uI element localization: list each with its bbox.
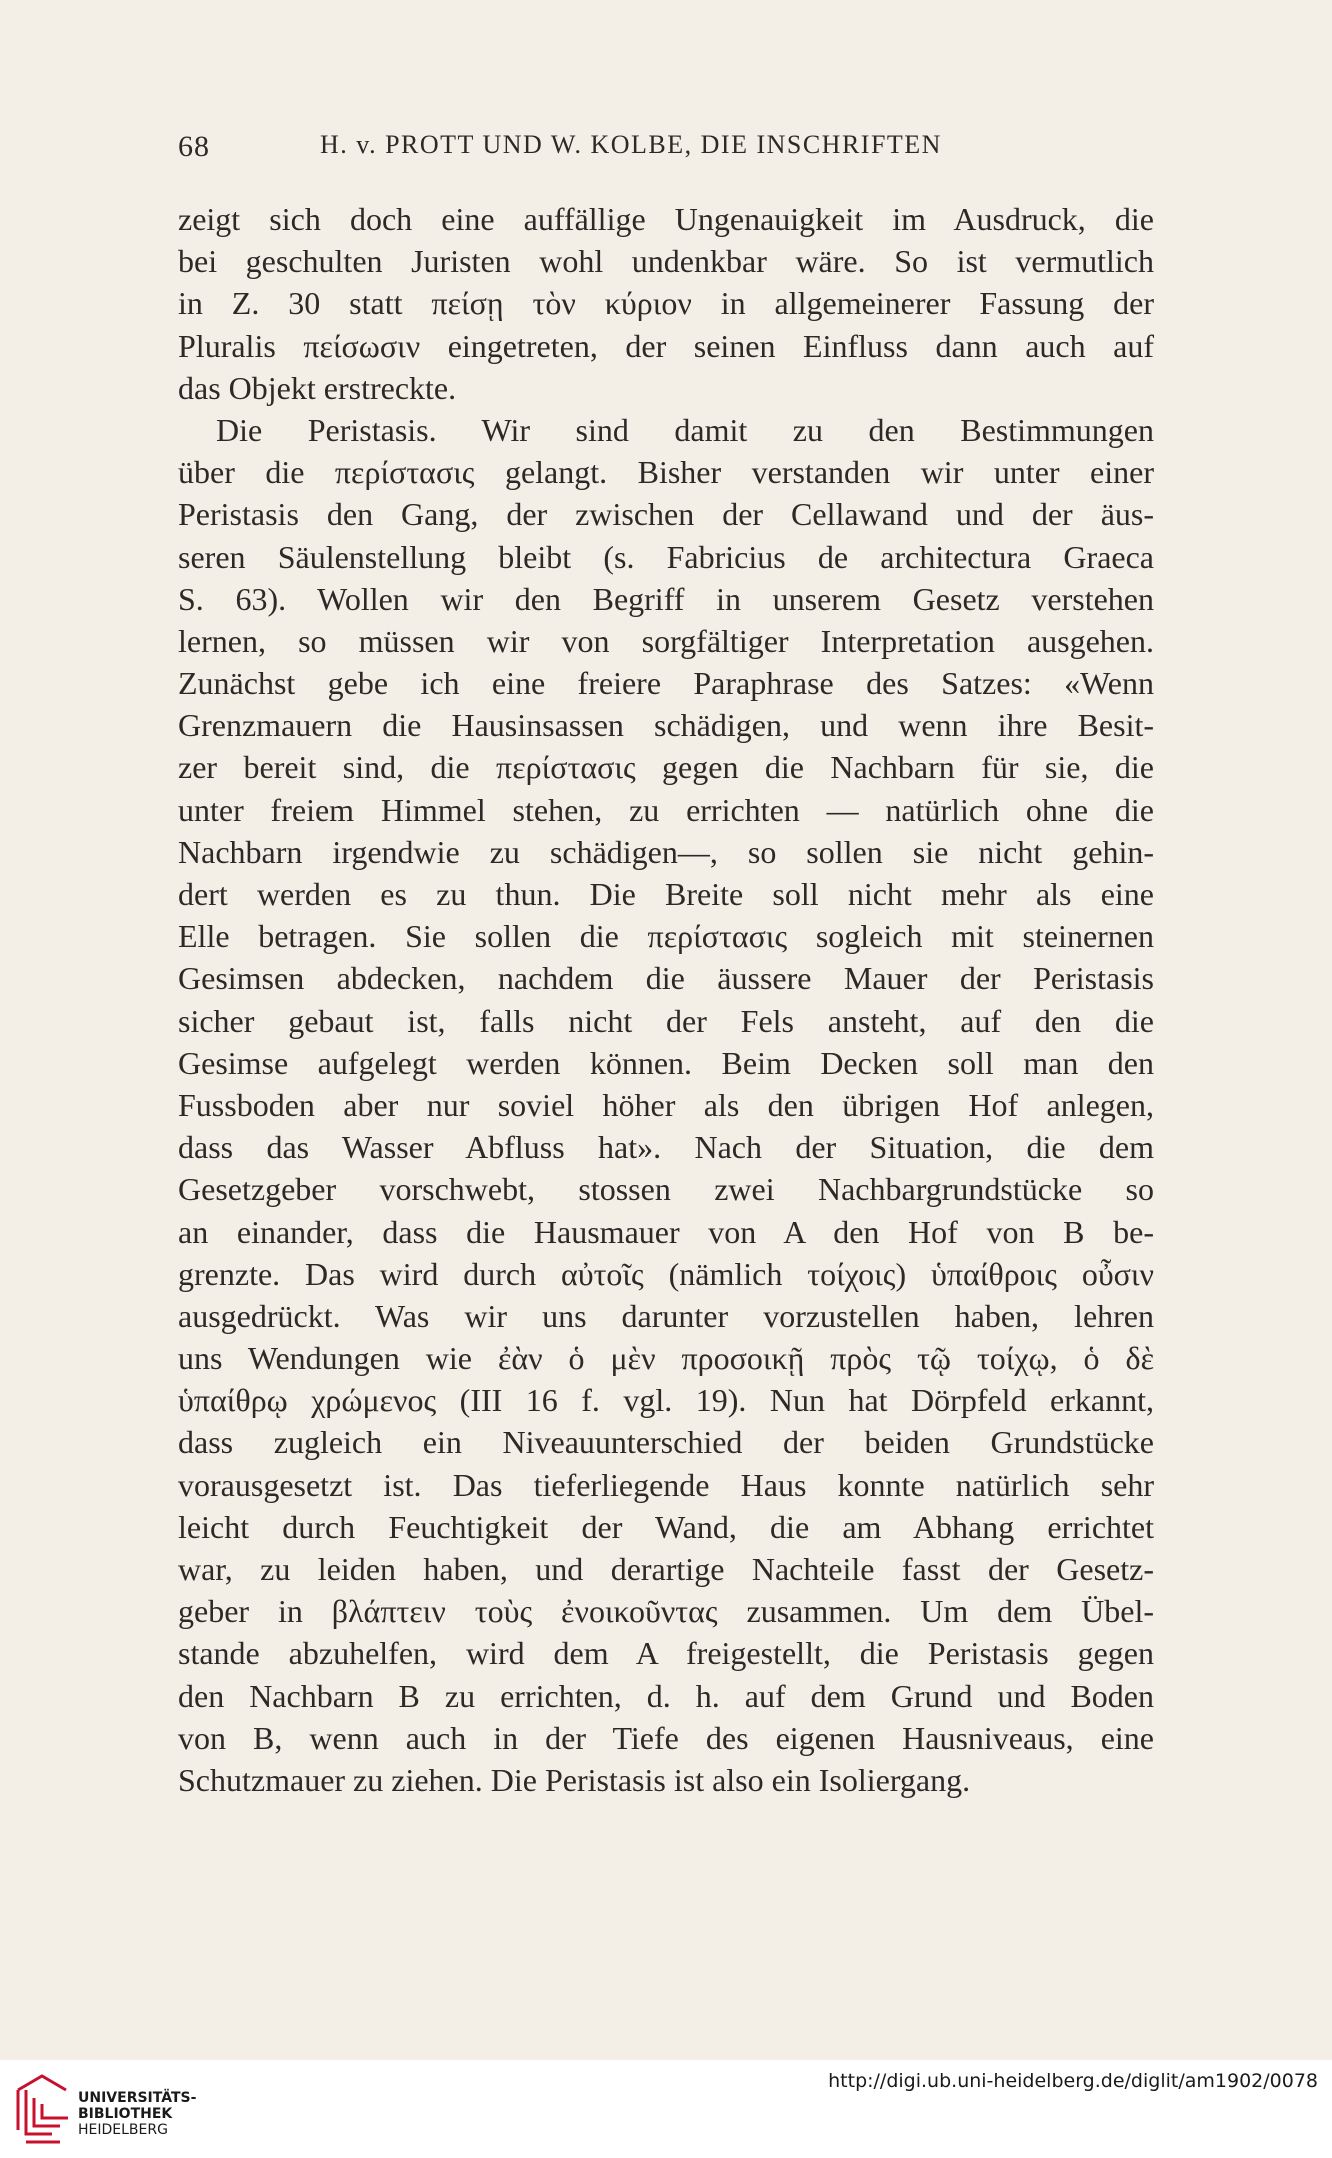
- text-line: zer bereit sind, die περίστασις gegen die Nachbarn für sie, die: [178, 749, 1154, 786]
- text-line: zeigt sich doch eine auffällige Ungenauigkeit im Ausdruck, die: [178, 201, 1154, 237]
- text-line: bei geschulten Juristen wohl undenkbar wäre. So ist vermutlich: [178, 243, 1154, 280]
- library-name-line: BIBLIOTHEK: [78, 2106, 173, 2122]
- digitization-footer: [0, 2060, 1332, 2158]
- text-line: Fussboden aber nur soviel höher als den übrigen Hof anlegen,: [178, 1086, 1154, 1123]
- text-line: Nachbarn irgendwie zu schädigen—, so sollen sie nicht gehin-: [178, 833, 1154, 870]
- text-line: unter freiem Himmel stehen, zu errichten — natürlich ohne die: [178, 791, 1154, 828]
- text-line: über die περίστασις gelangt. Bisher verstanden wir unter einer: [178, 454, 1154, 491]
- text-line: war, zu leiden haben, und derartige Nachteile fasst der Gesetz-: [178, 1551, 1154, 1587]
- text-line: vorausgesetzt ist. Das tieferliegende Haus konnte natürlich sehr: [178, 1466, 1154, 1503]
- text-line: in Z. 30 statt πείσῃ τὸν κύριον in allgemeinerer Fassung der: [178, 285, 1154, 322]
- library-name: [78, 2090, 196, 2138]
- body-text: [178, 198, 1154, 1801]
- text-line: geber in βλάπτειν τοὺς ἐνοικοῦντας zusammen. Um dem Übel-: [178, 1593, 1154, 1630]
- text-line: Elle betragen. Sie sollen die περίστασις sogleich mit steinernen: [178, 918, 1154, 955]
- text-line: das Objekt erstreckte.: [178, 369, 457, 406]
- library-name-line: UNIVERSITÄTS-: [78, 2090, 197, 2106]
- text-line: Peristasis den Gang, der zwischen der Cellawand und der äus-: [178, 496, 1154, 533]
- library-name-line: HEIDELBERG: [78, 2122, 168, 2138]
- text-line: den Nachbarn B zu errichten, d. h. auf dem Grund und Boden: [178, 1677, 1154, 1714]
- permalink-url[interactable]: http://digi.ub.uni-heidelberg.de/diglit/am1902/0078: [828, 2070, 1318, 2092]
- text-line: dert werden es zu thun. Die Breite soll nicht mehr als eine: [178, 876, 1154, 912]
- text-line: von B, wenn auch in der Tiefe des eigenen Hausniveaus, eine: [178, 1719, 1154, 1756]
- text-line: lernen, so müssen wir von sorgfältiger Interpretation ausgehen.: [178, 622, 1154, 659]
- page-number: 68: [178, 130, 210, 163]
- text-line: Zunächst gebe ich eine freiere Paraphrase des Satzes: «Wenn: [178, 665, 1154, 702]
- text-line: grenzte. Das wird durch αὐτοῖς (nämlich τοίχοις) ὑπαίθροις οὖσιν: [178, 1255, 1154, 1292]
- text-line: S. 63). Wollen wir den Begriff in unserem Gesetz verstehen: [178, 580, 1154, 617]
- text-line: ὑπαίθρῳ χρώμενος (III 16 f. vgl. 19). Nun hat Dörpfeld erkannt,: [178, 1382, 1154, 1419]
- text-line: dass das Wasser Abfluss hat». Nach der Situation, die dem: [178, 1129, 1154, 1166]
- section-heading-line: Die Peristasis. Wir sind damit zu den Bestimmungen: [216, 411, 1154, 448]
- page-header: [178, 130, 1154, 170]
- text-line: Grenzmauern die Hausinsassen schädigen, und wenn ihre Besit-: [178, 707, 1154, 744]
- text-line: ausgedrückt. Was wir uns darunter vorzustellen haben, lehren: [178, 1297, 1154, 1334]
- text-line: seren Säulenstellung bleibt (s. Fabricius de architectura Graeca: [178, 538, 1154, 575]
- text-line: stande abzuhelfen, wird dem A freigestellt, die Peristasis gegen: [178, 1635, 1154, 1672]
- text-line: Gesimse aufgelegt werden können. Beim Decken soll man den: [178, 1044, 1154, 1081]
- text-line: Pluralis πείσωσιν eingetreten, der seinen Einfluss dann auch auf: [178, 327, 1154, 364]
- text-line: an einander, dass die Hausmauer von A den Hof von B be-: [178, 1213, 1154, 1250]
- text-line: leicht durch Feuchtigkeit der Wand, die am Abhang errichtet: [178, 1508, 1154, 1545]
- text-line: sicher gebaut ist, falls nicht der Fels ansteht, auf den die: [178, 1002, 1154, 1039]
- text-line: Schutzmauer zu ziehen. Die Peristasis ist also ein Isoliergang.: [178, 1761, 971, 1798]
- text-line: Gesimsen abdecken, nachdem die äussere Mauer der Peristasis: [178, 960, 1154, 997]
- text-line: uns Wendungen wie ἐὰν ὁ μὲν προσοικῇ πρὸς τῷ τοίχῳ, ὁ δὲ: [178, 1340, 1154, 1377]
- running-head: H. v. PROTT UND W. KOLBE, DIE INSCHRIFTEN: [320, 130, 942, 159]
- text-line: dass zugleich ein Niveauunterschied der beiden Grundstücke: [178, 1424, 1154, 1461]
- text-line: Gesetzgeber vorschwebt, stossen zwei Nachbargrundstücke so: [178, 1171, 1154, 1208]
- ub-heidelberg-logo-icon: [12, 2070, 74, 2148]
